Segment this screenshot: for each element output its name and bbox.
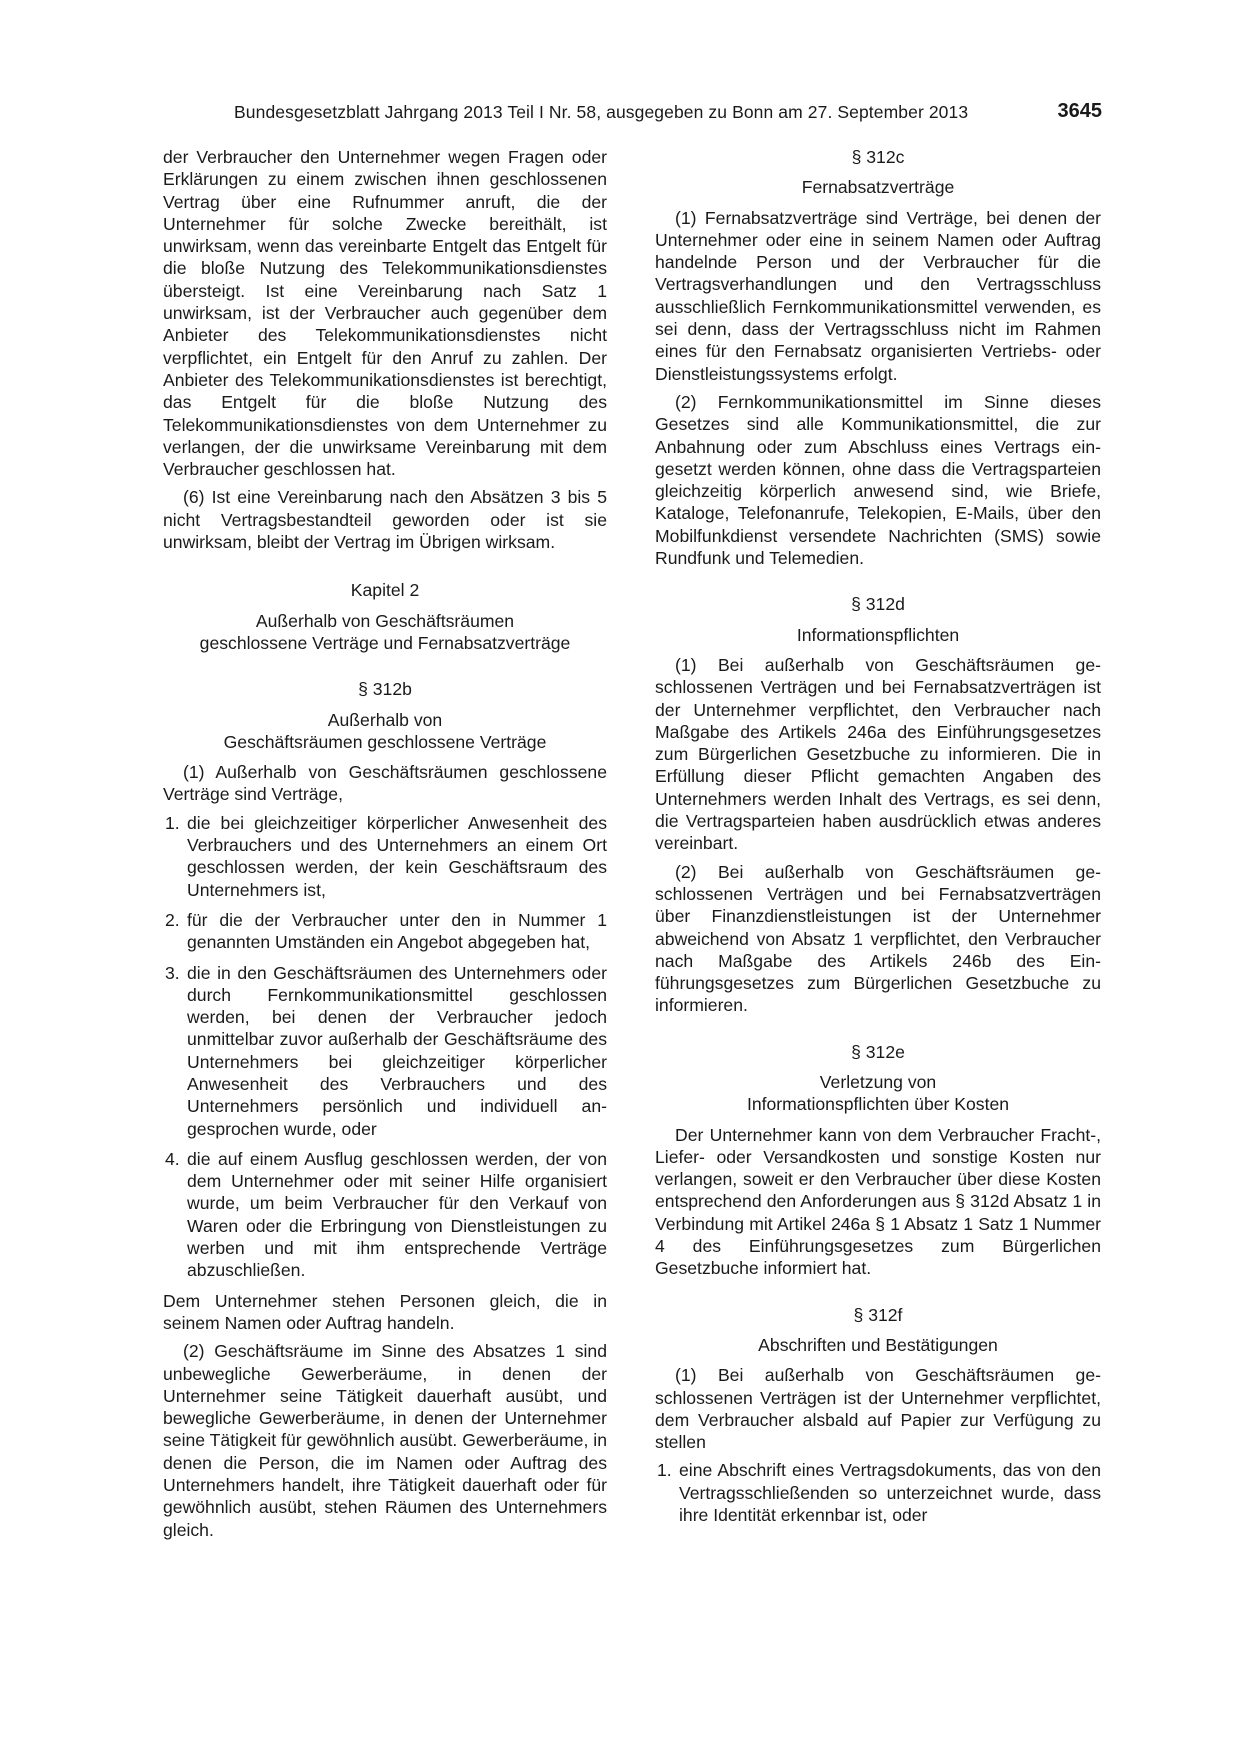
list-item-number: 1. xyxy=(165,812,180,833)
list-item-number: 2. xyxy=(165,909,180,930)
chapter-title-line-2: geschlossene Verträge und Fernabsatzverträge xyxy=(199,632,571,653)
section-312d-para-2: (2) Bei außerhalb von Geschäftsräumen geschlossenen Verträgen und bei Fernabsatzverträgen über Finanzdienstleistungen ist der Unternehmer abweichend von Absatz 1 verpflichtet, den Verbraucher nach Maßgabe des Artikels 246b des Einführungsgesetzes zum Bürgerlichen Gesetzbuche zu informieren. xyxy=(655,861,1101,1016)
section-312d-heading: § 312d xyxy=(851,594,905,615)
list-item xyxy=(163,962,607,1140)
list-item-number: 4. xyxy=(165,1148,180,1169)
section-312b-para-1: (1) Außerhalb von Geschäftsräumen geschlossene Verträge sind Verträge, xyxy=(163,762,607,805)
paragraph-6: (6) Ist eine Vereinbarung nach den Absätzen 3 bis 5 nicht Vertragsbestandteil geworden oder ist sie unwirksam, bleibt der Vertrag im Übrigen wirksam. xyxy=(163,487,607,553)
section-312b-title-line-2: Geschäftsräumen geschlossene Verträge xyxy=(223,731,547,752)
section-312c-title: Fernabsatzverträge xyxy=(801,177,955,198)
section-312b-para-2: (2) Geschäftsräume im Sinne des Absatzes 1 sind unbewegliche Gewerberäume, in denen der Unternehmer seine Tätigkeit dauerhaft ausübt, und bewegliche Gewerberäume, in denen der Unternehmer seine Tätigkeit für gewöhnlich ausübt. Gewerberäume, in denen die Person, die im Namen oder Auftrag des Unternehmers handelt, ihre Tätigkeit dauerhaft oder für gewöhnlich ausübt, stehen Räumen des Unternehmers gleich. xyxy=(163,1341,607,1540)
list-item-text: die auf einem Ausflug geschlossen werden, der von dem Unternehmer oder mit seiner Hilfe organisiert wurde, um beim Verbraucher für den Verkauf von Waren oder die Erbringung von Dienstleistungen zu werben und mit ihm entsprechende Verträge abzuschließen. xyxy=(187,1148,607,1281)
right-column xyxy=(655,146,1101,1534)
section-312d-para-1: (1) Bei außerhalb von Geschäftsräumen geschlossenen Verträgen und bei Fernabsatzverträgen ist der Unternehmer verpflichtet, den Verbraucher nach Maßgabe des Artikels 246a des Einführungsgesetzes zum Bürgerlichen Gesetzbuche zu informieren. Die in Erfüllung dieser Pflicht gemachten Angaben des Unternehmers werden Inhalt des Vertrags, es sei denn, die Vertragsparteien haben ausdrücklich etwas anderes vereinbart. xyxy=(655,654,1101,854)
section-312f-para-1: (1) Bei außerhalb von Geschäftsräumen geschlossenen Verträgen ist der Unternehmer verpflichtet, dem Verbraucher alsbald auf Papier zur Verfügung zu stellen xyxy=(655,1365,1101,1453)
section-312b-heading: § 312b xyxy=(358,679,412,700)
section-312b-title-line-1: Außerhalb von xyxy=(327,709,443,730)
section-312f-title: Abschriften und Bestätigungen xyxy=(758,1334,998,1355)
list-item-text: für die der Verbraucher unter den in Nummer 1 genannten Umständen ein Angebot abgegeben hat, xyxy=(187,909,607,953)
running-header xyxy=(160,100,1102,130)
left-column xyxy=(163,146,607,1547)
page-number: 3645 xyxy=(1057,100,1102,122)
section-312e-title-line-2: Informationspflichten über Kosten xyxy=(746,1094,1010,1115)
section-312c-para-1: (1) Fernabsatzverträge sind Verträge, bei denen der Unternehmer oder eine in seinem Namen oder Auftrag handelnde Person und der Verbraucher für die Vertragsverhandlungen und den Vertragsschluss ausschließlich Fernkommunikationsmittel verwenden, es sei denn, dass der Vertragsschluss nicht im Rahmen eines für den Fernabsatz organisierten Vertriebs- oder Dienstleistungssystems erfolgt. xyxy=(655,207,1101,384)
section-312c-para-2: (2) Fernkommunikationsmittel im Sinne dieses Gesetzes sind alle Kommunikationsmittel, die zur Anbahnung oder zum Abschluss eines Vertrags eingesetzt werden können, ohne dass die Vertragsparteien gleichzeitig körperlich anwesend sind, wie Briefe, Kataloge, Telefonanrufe, Telekopien, E-Mails, über den Mobilfunkdienst versendete Nachrichten (SMS) sowie Rundfunk und Telemedien. xyxy=(655,391,1101,569)
section-312c-heading: § 312c xyxy=(851,147,905,167)
section-312b-tail: Dem Unternehmer stehen Personen gleich, die in seinem Namen oder Auftrag handeln. xyxy=(163,1290,607,1333)
continued-paragraph: der Verbraucher den Unternehmer wegen Fragen oder Erklärungen zu einem zwischen ihnen geschlossenen Vertrag über eine Rufnummer anruft, die der Unternehmer für solche Zwecke bereithält, ist unwirksam, wenn das vereinbarte Entgelt das Entgelt für die bloße Nutzung des Telekommunikationsdienstes übersteigt. Ist eine Vereinbarung nach Satz 1 unwirksam, ist der Verbraucher auch gegenüber dem Anbieter des Telekommunikationsdienstes nicht verpflichtet, ein Entgelt für den Anruf zu zahlen. Der Anbieter des Telekommunikationsdienstes ist berechtigt, das Entgelt für die bloße Nutzung des Telekommunikationsdienstes von dem Unternehmer zu verlangen, der die unwirksame Vereinbarung mit dem Verbraucher geschlossen hat. xyxy=(163,147,607,480)
section-312f-heading: § 312f xyxy=(853,1304,903,1325)
list-item xyxy=(163,812,607,901)
list-item-text: die bei gleichzeitiger körperlicher Anwesenheit des Verbrauchers und des Unternehmers an einem Ort geschlossen werden, der kein Geschäftsraum des Unternehmers ist, xyxy=(187,812,607,900)
section-312b-list xyxy=(163,812,607,1282)
chapter-title-line-1: Außerhalb von Geschäftsräumen xyxy=(255,610,515,631)
list-item-text: eine Abschrift eines Vertragsdokuments, das von den Vertragsschließenden so unterzeichnet wurde, dass ihre Identität erkennbar ist, oder xyxy=(679,1460,1101,1526)
section-312f-list xyxy=(655,1459,1101,1526)
section-312e-heading: § 312e xyxy=(851,1041,905,1062)
list-item-text: die in den Geschäftsräumen des Unternehmers oder durch Fernkommunikationsmittel geschlossen werden, bei denen der Verbraucher jedoch unmittelbar zuvor außerhalb der Geschäftsräume des Unternehmers bei gleichzeitiger körperlicher Anwesenheit des Verbrauchers und des Unternehmers persönlich und individuell angesprochen wurde, oder xyxy=(187,962,607,1139)
list-item-number: 3. xyxy=(165,962,180,983)
list-item xyxy=(163,1148,607,1282)
section-312d-title: Informationspflichten xyxy=(796,624,960,645)
section-312e-title-line-1: Verletzung von xyxy=(819,1071,937,1092)
running-title: Bundesgesetzblatt Jahrgang 2013 Teil I Nr. 58, ausgegeben zu Bonn am 27. September 2013 xyxy=(234,102,969,122)
list-item xyxy=(655,1459,1101,1526)
section-312e-para: Der Unternehmer kann von dem Verbraucher Fracht-, Liefer- oder Versandkosten und sonstige Kosten nur verlangen, soweit er den Verbraucher über diese Kosten entsprechend den Anforderungen aus § 312d Absatz 1 in Verbindung mit Artikel 246a § 1 Absatz 1 Satz 1 Nummer 4 des Einführungsgesetzes zum Bürgerlichen Gesetzbuche informiert hat. xyxy=(655,1124,1101,1279)
list-item xyxy=(163,909,607,954)
list-item-number: 1. xyxy=(657,1460,672,1481)
chapter-heading: Kapitel 2 xyxy=(350,580,420,601)
